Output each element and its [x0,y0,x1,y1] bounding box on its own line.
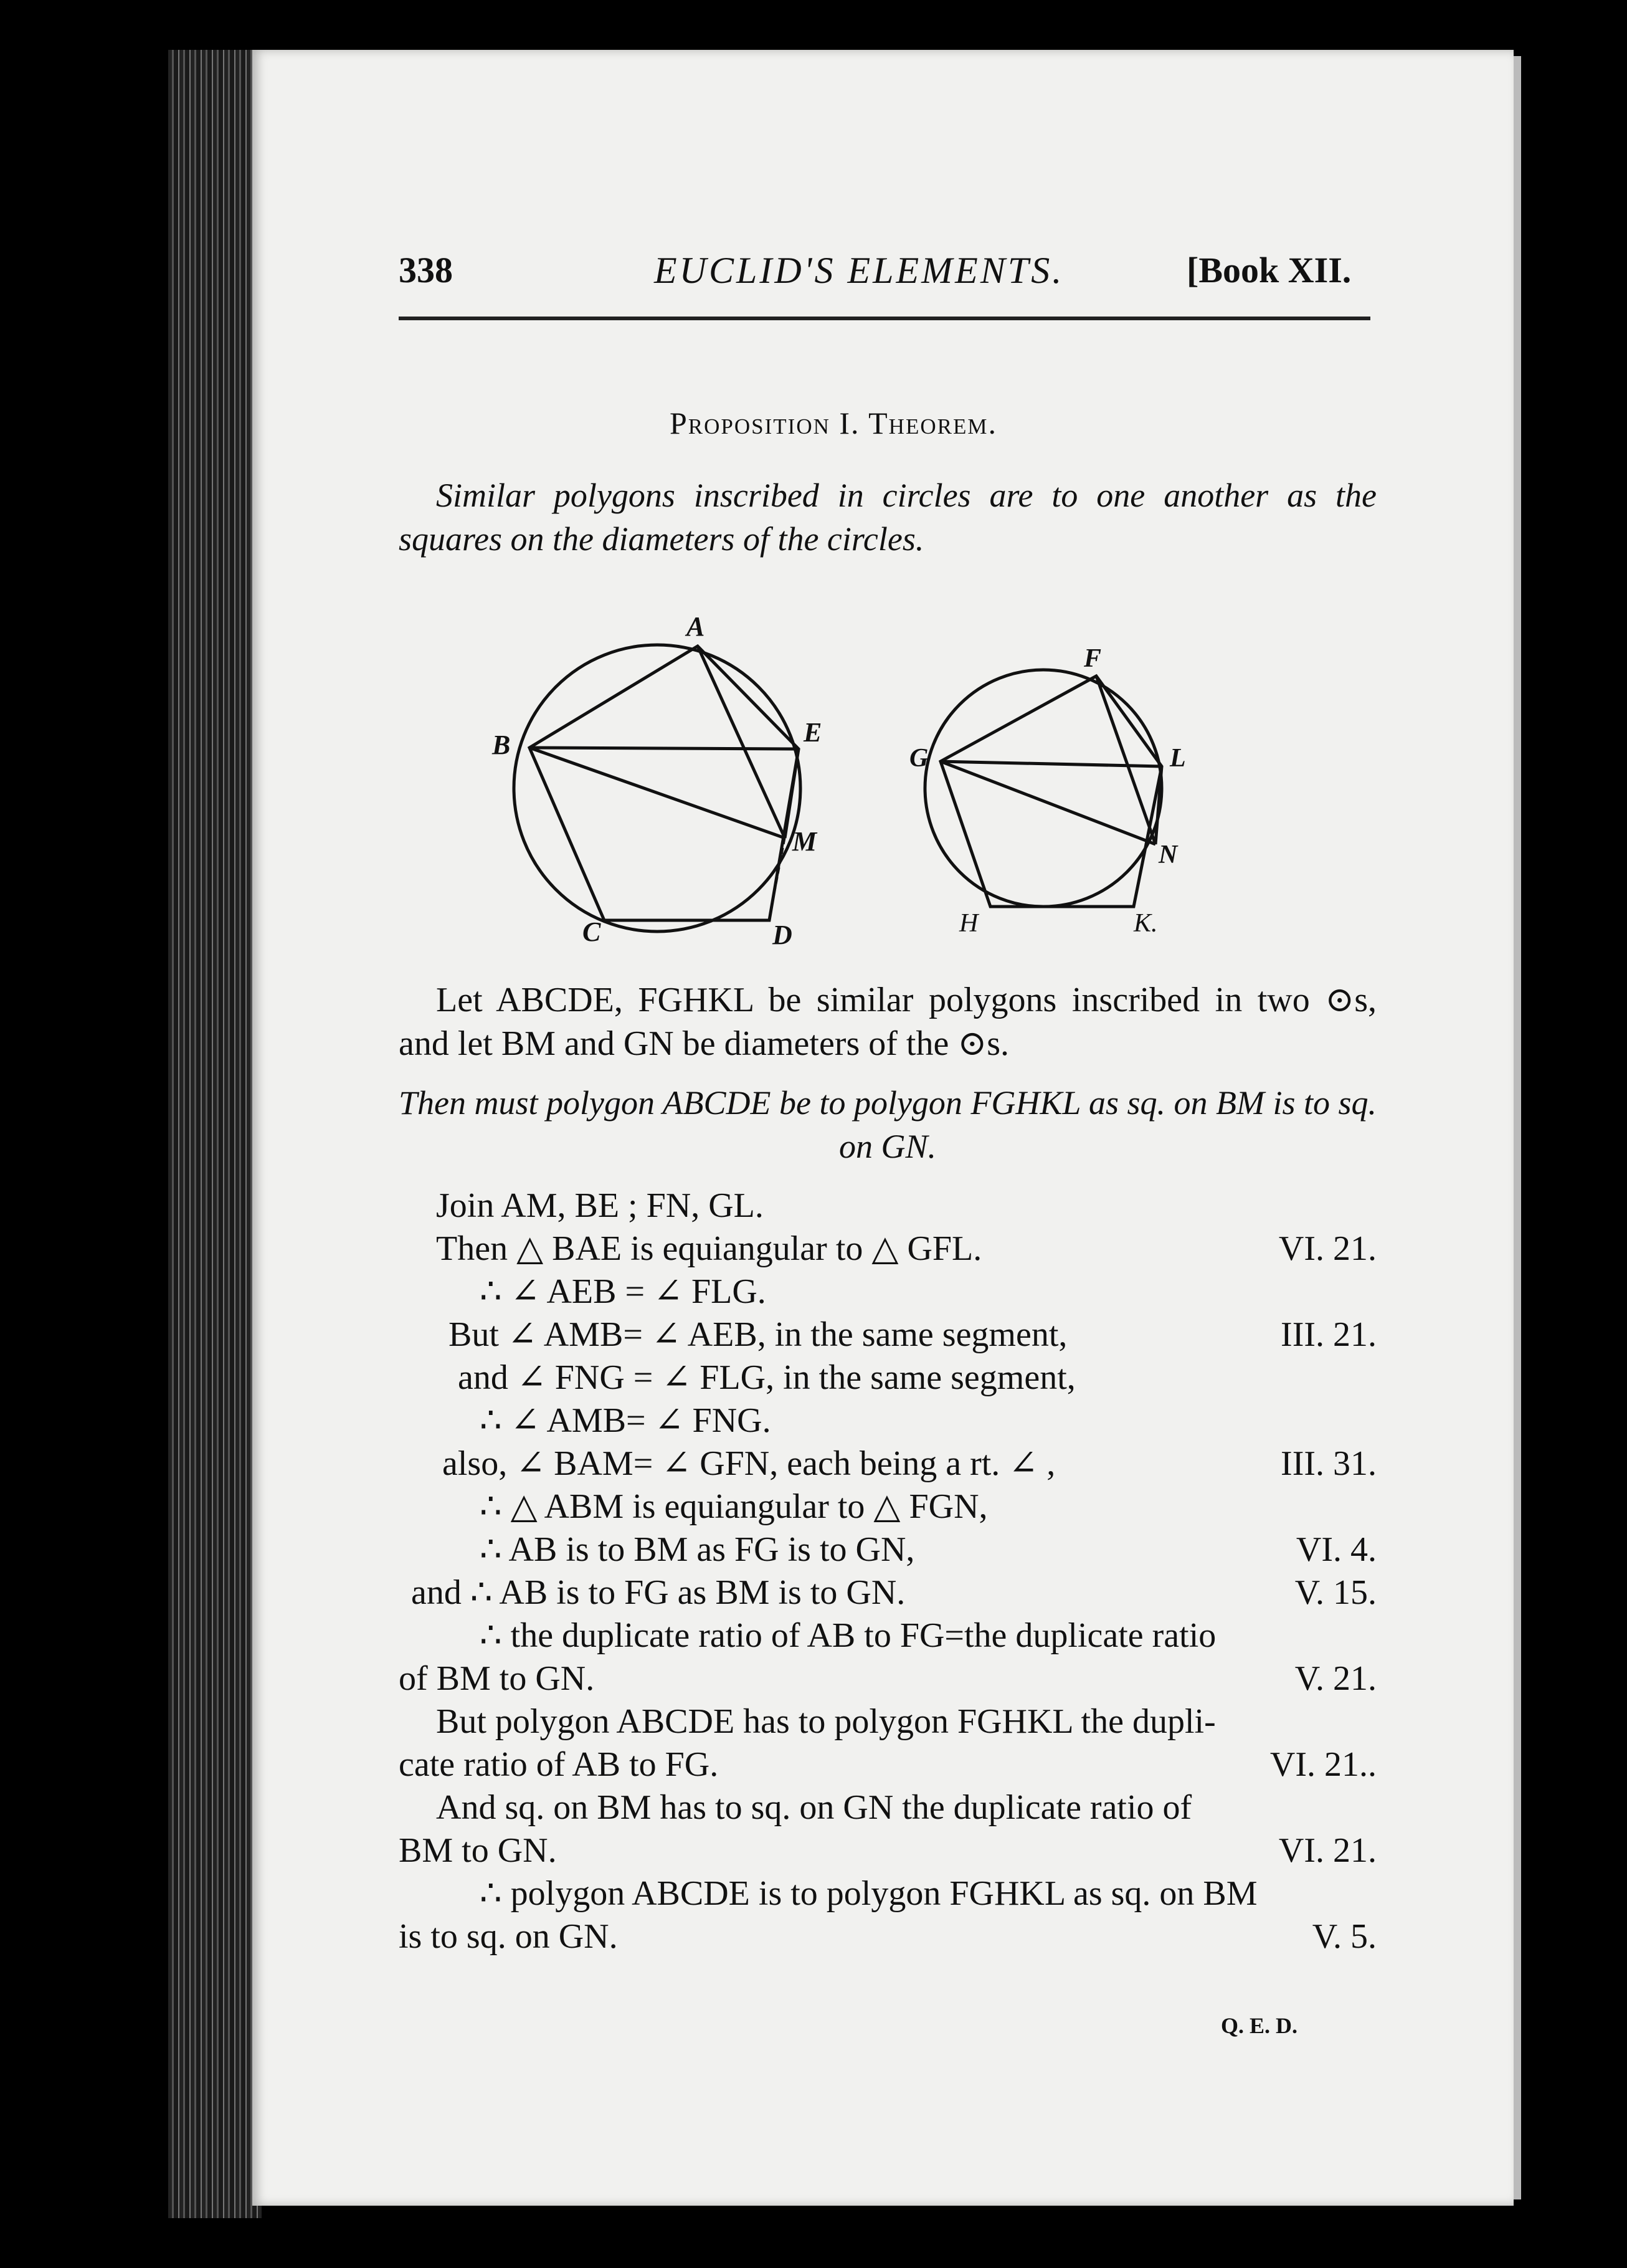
proposition-title: Proposition I. Theorem. [670,406,997,441]
proof-step-text: But polygon ABCDE has to polygon FGHKL the dupli- [436,1702,1216,1741]
proof-line [399,1571,1377,1614]
proof-step-text: ∴ the duplicate ratio of AB to FG=the duplicate ratio [480,1616,1217,1655]
proof-step-text: Then △ BAE is equiangular to △ GFL. [436,1229,982,1268]
proof-step-text: ∴ △ ABM is equiangular to △ FGN, [480,1487,988,1526]
proof-step-text: and ∴ AB is to FG as BM is to GN. [411,1573,906,1612]
proof-line [399,1485,1377,1528]
running-title: EUCLID'S ELEMENTS. [654,250,1065,291]
proof-step-text: But ∠ AMB= ∠ AEB, in the same segment, [448,1315,1068,1354]
proof-step-reference: VI. 21. [1278,1831,1377,1870]
proof-step-text: of BM to GN. [399,1659,595,1698]
line-md [769,838,785,920]
proof-step-reference: V. 5. [1312,1917,1377,1956]
page-number: 338 [399,250,453,290]
proof-line [399,1528,1377,1571]
label-e: E [804,717,822,748]
proof-line [399,1313,1377,1356]
header-rule [399,317,1370,320]
label-n: N [1159,841,1178,869]
proof-line [399,1657,1377,1700]
proof-line [399,1786,1377,1829]
label-l: L [1170,744,1186,773]
proof-step-reference: III. 31. [1281,1444,1377,1483]
proof-line [399,1442,1377,1485]
proof-step-reference: III. 21. [1281,1315,1377,1354]
label-f: F [1084,644,1102,673]
line-am [698,646,785,838]
diameter-bm [529,748,785,838]
proof-step-text: also, ∠ BAM= ∠ GFN, each being a rt. ∠ , [442,1444,1056,1483]
proof-step-text: ∴ ∠ AEB = ∠ FLG. [480,1272,766,1311]
label-g: G [909,744,929,773]
proof-line [399,1227,1377,1270]
left-circle [514,645,800,932]
proof-step-text: ∴ ∠ AMB= ∠ FNG. [480,1401,771,1440]
line-be [529,748,799,749]
proof-step-text: and ∠ FNG = ∠ FLG, in the same segment, [458,1358,1076,1397]
proof-line [399,1270,1377,1313]
proof-step-text: is to sq. on GN. [399,1917,618,1956]
proof-line [399,1872,1377,1915]
left-figure [514,645,800,932]
proof-line [399,1700,1377,1743]
proof-line [399,1743,1377,1786]
setup-paragraph: Let ABCDE, FGHKL be similar polygons inscribed in two ⊙s, and let BM and GN be diameters of the ⊙s. [399,981,1377,1063]
proof-line [399,1829,1377,1872]
geometry-figure [492,611,1289,966]
facing-page-shadow [1521,50,1627,2218]
diameter-gn [941,761,1155,844]
proof-line [399,1184,1377,1227]
proof-line [399,1614,1377,1657]
proof-step-reference: VI. 21. [1278,1229,1377,1268]
proof-step-text: ∴ AB is to BM as FG is to GN, [480,1530,915,1569]
proof-step-reference: V. 21. [1294,1659,1377,1698]
proof-step-text: ∴ polygon ABCDE is to polygon FGHKL as sq. on BM [480,1874,1258,1913]
proof-step-reference: V. 15. [1294,1573,1377,1612]
label-a: A [686,611,705,642]
proof-step-text: cate ratio of AB to FG. [399,1745,719,1784]
label-d: D [772,920,792,950]
book-binding [168,50,262,2218]
proof-step-text: Join AM, BE ; FN, GL. [436,1186,764,1225]
right-figure [925,670,1162,907]
label-h: H [959,909,979,938]
book-label: [Book XII. [1187,250,1352,290]
proof-line [399,1356,1377,1399]
proof-step-reference: VI. 4. [1296,1530,1377,1569]
label-c: C [582,917,601,947]
label-b: B [492,730,511,760]
conclusion-statement: Then must polygon ABCDE be to polygon FGHKL as sq. on BM is to sq. on GN. [399,1084,1377,1165]
qed-mark: Q. E. D. [1221,2013,1298,2038]
proof-step-reference: VI. 21.. [1269,1745,1377,1784]
proof-step-text: BM to GN. [399,1831,557,1870]
proposition-statement: Similar polygons inscribed in circles are to one another as the squares on the diameters of the circles. [399,477,1377,558]
label-k: K. [1134,909,1158,938]
proof-line [399,1399,1377,1442]
page-edge [1514,56,1521,2199]
label-m: M [792,826,817,857]
proof-step-text: And sq. on BM has to sq. on GN the duplicate ratio of [436,1788,1192,1827]
proof-line [399,1915,1377,1958]
